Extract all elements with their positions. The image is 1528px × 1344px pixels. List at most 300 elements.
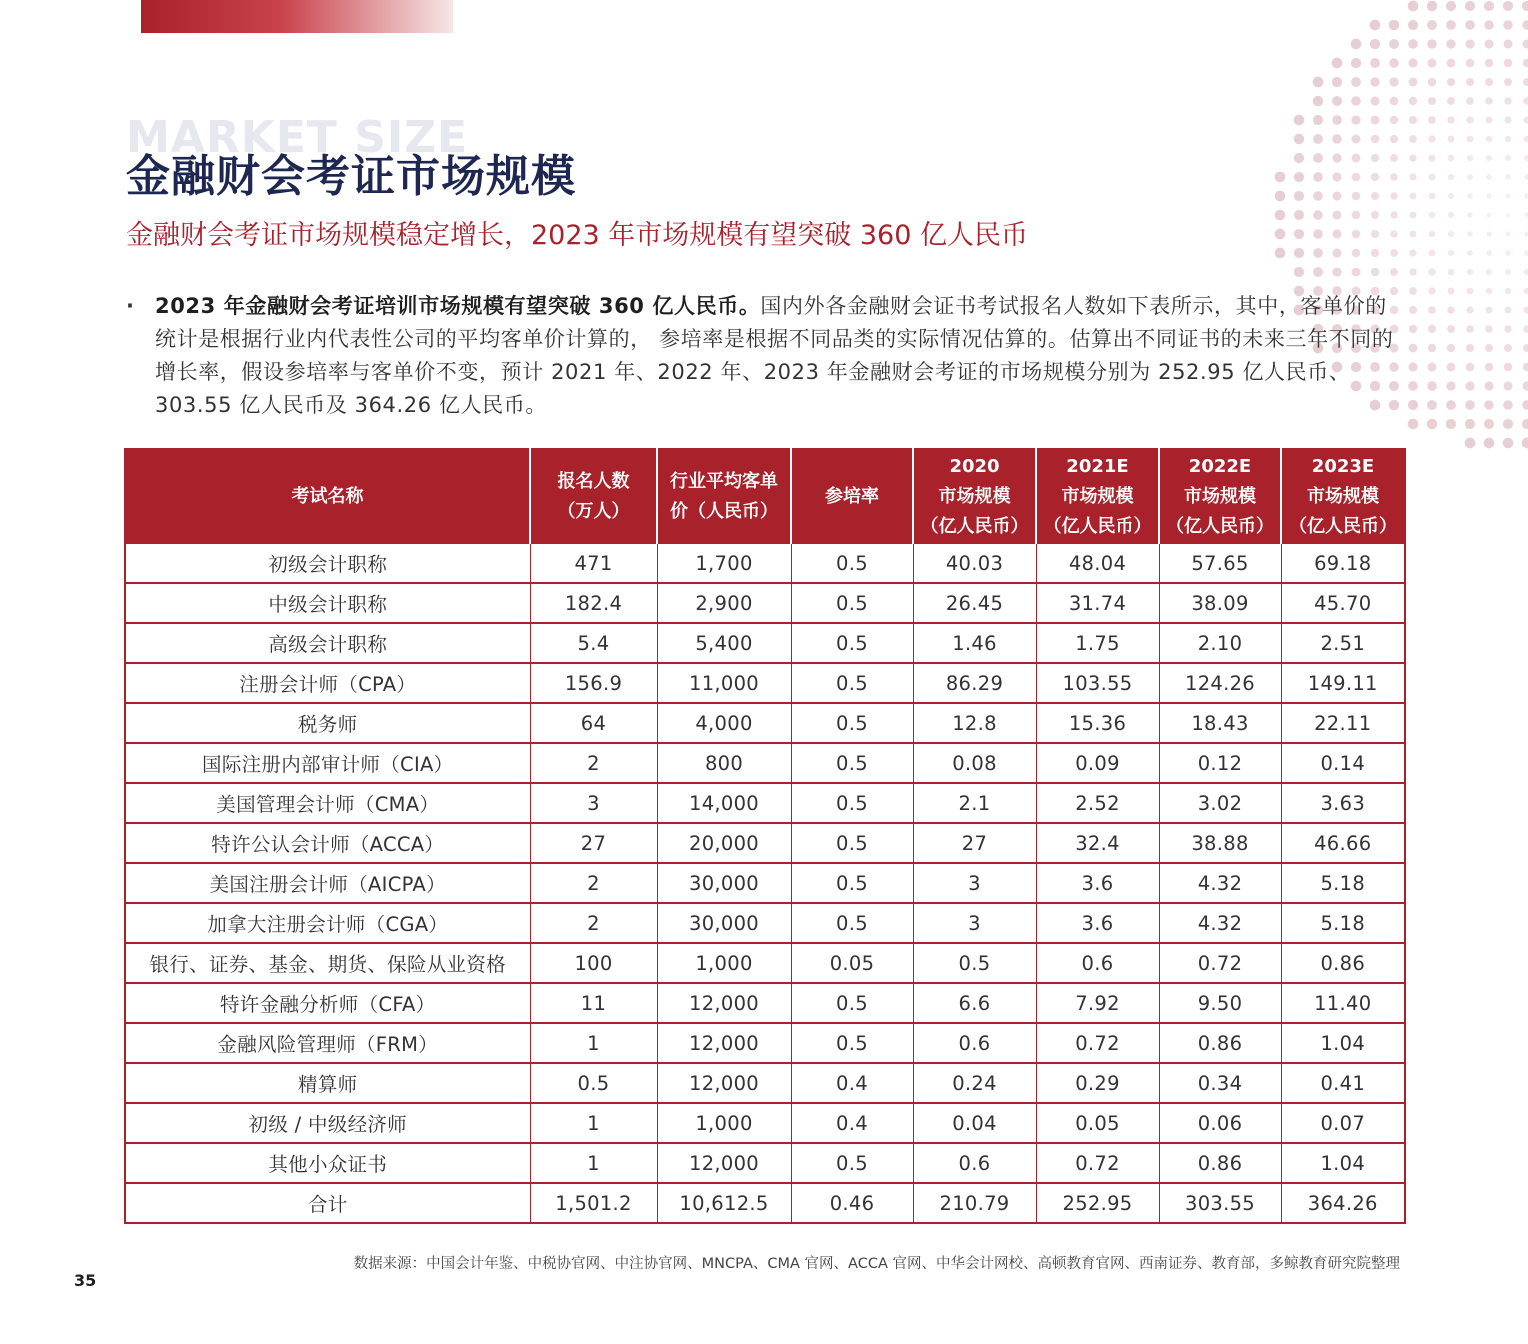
- globe-dot: [1467, 174, 1473, 180]
- globe-dot: [1447, 325, 1455, 333]
- globe-dot: [1505, 155, 1511, 161]
- globe-dot: [1370, 96, 1379, 105]
- globe-dot: [1294, 115, 1305, 126]
- exam-name-cell: 银行、证券、基金、期货、保险从业资格: [125, 943, 530, 983]
- globe-dot: [1467, 231, 1473, 237]
- table-cell: 0.86: [1159, 1143, 1281, 1183]
- globe-dot: [1428, 306, 1436, 314]
- globe-dot: [1390, 211, 1398, 219]
- globe-dot: [1524, 155, 1528, 161]
- table-cell: 31.74: [1036, 583, 1159, 623]
- table-cell: 2: [530, 863, 657, 903]
- globe-dot: [1506, 194, 1511, 199]
- globe-dot: [1427, 58, 1436, 67]
- globe-dot: [1506, 213, 1510, 217]
- globe-dot: [1409, 135, 1417, 143]
- globe-dot: [1448, 212, 1454, 218]
- table-cell: 156.9: [530, 663, 657, 703]
- table-cell: 252.95: [1036, 1183, 1159, 1223]
- table-cell: 0.4: [791, 1103, 913, 1143]
- globe-dot: [1524, 136, 1528, 143]
- column-header-line: 报名人数: [557, 471, 630, 492]
- globe-dot: [1467, 288, 1474, 295]
- exam-name-cell: 精算师: [125, 1063, 530, 1103]
- globe-dot: [1390, 116, 1398, 124]
- globe-dot: [1465, 1, 1475, 11]
- globe-dot: [1351, 58, 1361, 68]
- globe-dot: [1522, 20, 1528, 30]
- globe-dot: [1351, 115, 1360, 124]
- globe-dot: [1427, 400, 1437, 410]
- globe-dot: [1294, 210, 1304, 220]
- table-cell: 5.4: [530, 623, 657, 663]
- exam-name-cell: 税务师: [125, 703, 530, 743]
- globe-dot: [1409, 325, 1417, 333]
- table-cell: 210.79: [913, 1183, 1036, 1223]
- globe-dot: [1409, 230, 1416, 237]
- table-cell: 11.40: [1281, 983, 1405, 1023]
- table-cell: 12,000: [657, 1143, 791, 1183]
- globe-dot: [1313, 172, 1323, 182]
- globe-dot: [1409, 287, 1417, 295]
- table-cell: 40.03: [913, 544, 1036, 583]
- globe-dot: [1294, 229, 1304, 239]
- table-row: [125, 903, 1405, 943]
- globe-dot: [1486, 136, 1493, 143]
- table-cell: 0.24: [913, 1063, 1036, 1103]
- globe-dot: [1522, 400, 1528, 410]
- table-cell: 0.5: [791, 903, 913, 943]
- table-cell: 0.5: [791, 863, 913, 903]
- table-cell: 45.70: [1281, 583, 1405, 623]
- globe-dot: [1448, 231, 1454, 237]
- globe-dot: [1466, 97, 1474, 105]
- globe-dot: [1523, 363, 1528, 372]
- table-row: [125, 583, 1405, 623]
- globe-dot: [1486, 250, 1492, 256]
- exam-name-cell: 高级会计职称: [125, 623, 530, 663]
- globe-dot: [1390, 268, 1398, 276]
- globe-dot: [1505, 269, 1511, 275]
- globe-dot: [1524, 269, 1528, 275]
- globe-dot: [1428, 78, 1437, 87]
- globe-dot: [1484, 381, 1493, 390]
- globe-dot: [1446, 20, 1456, 30]
- globe-dot: [1506, 232, 1511, 237]
- globe-dot: [1408, 20, 1418, 30]
- column-header-line: （亿人民币）: [1289, 516, 1397, 537]
- table-cell: 48.04: [1036, 544, 1159, 583]
- table-cell: 0.12: [1159, 743, 1281, 783]
- table-row: [125, 943, 1405, 983]
- globe-dot: [1332, 267, 1341, 276]
- table-cell: 11: [530, 983, 657, 1023]
- globe-dot: [1522, 381, 1528, 390]
- globe-dot: [1466, 344, 1474, 352]
- table-row: [125, 623, 1405, 663]
- table-cell: 1: [530, 1143, 657, 1183]
- bullet-dot-icon: ·: [126, 294, 134, 318]
- globe-dot: [1447, 59, 1456, 68]
- globe-dot: [1371, 154, 1379, 162]
- globe-dot: [1389, 77, 1398, 86]
- globe-dot: [1487, 213, 1492, 218]
- table-cell: 0.41: [1281, 1063, 1405, 1103]
- table-cell: 2.10: [1159, 623, 1281, 663]
- table-cell: 0.72: [1159, 943, 1281, 983]
- globe-dot: [1294, 172, 1304, 182]
- globe-dot: [1408, 39, 1418, 49]
- globe-dot: [1522, 39, 1528, 48]
- table-cell: 103.55: [1036, 663, 1159, 703]
- table-cell: 0.07: [1281, 1103, 1405, 1143]
- globe-dot: [1523, 325, 1528, 333]
- globe-dot: [1465, 438, 1476, 449]
- globe-dot: [1429, 174, 1436, 181]
- globe-dot: [1523, 78, 1528, 86]
- globe-dot: [1503, 39, 1512, 48]
- globe-dot: [1332, 210, 1341, 219]
- globe-dot: [1466, 78, 1474, 86]
- table-cell: 3: [913, 863, 1036, 903]
- globe-dot: [1427, 39, 1437, 49]
- globe-dot: [1390, 154, 1398, 162]
- table-cell: 0.05: [1036, 1103, 1159, 1143]
- globe-dot: [1408, 58, 1417, 67]
- globe-dot: [1466, 363, 1475, 372]
- globe-dot: [1446, 381, 1455, 390]
- globe-dot: [1427, 362, 1436, 371]
- table-cell: 57.65: [1159, 544, 1281, 583]
- globe-dot: [1294, 248, 1304, 258]
- table-cell: 30,000: [657, 903, 791, 943]
- column-header-line: 考试名称: [291, 486, 364, 507]
- table-cell: 0.34: [1159, 1063, 1281, 1103]
- globe-dot: [1390, 192, 1398, 200]
- table-cell: 15.36: [1036, 703, 1159, 743]
- globe-dot: [1448, 250, 1454, 256]
- column-header-line: 行业平均客单: [670, 471, 778, 492]
- globe-dot: [1409, 173, 1416, 180]
- table-cell: 1.04: [1281, 1023, 1405, 1063]
- bullet-body: 国内外各金融财会证书考试报名人数如下表所示，其中，客单价的统计是根据行业内代表性公司的平均客单价计算的， 参培率是根据不同品类的实际情况估算的。估算出不同证书的未来三年不同的增长率，假设参培率与客单价不变，预计 2021 年、2022 年、2023 年金融财会考证的市场规模分别为 252.95 亿人民币、303.55 亿人民币及 364.26 亿人民币。: [155, 294, 1394, 417]
- table-cell: 6.6: [913, 983, 1036, 1023]
- column-header: [530, 449, 657, 544]
- globe-dot: [1504, 363, 1513, 372]
- globe-dot: [1313, 77, 1324, 88]
- column-header: [913, 449, 1036, 544]
- globe-dot: [1409, 344, 1418, 353]
- table-cell: 4.32: [1159, 863, 1281, 903]
- table-cell: 0.6: [1036, 943, 1159, 983]
- page-subtitle: 金融财会考证市场规模稳定增长，2023 年市场规模有望突破 360 亿人民币: [126, 220, 1028, 251]
- globe-dot: [1294, 134, 1304, 144]
- table-cell: 1: [530, 1023, 657, 1063]
- globe-dot: [1504, 78, 1512, 86]
- table-cell: 32.4: [1036, 823, 1159, 863]
- globe-dot: [1467, 136, 1474, 143]
- globe-dot: [1352, 230, 1361, 239]
- globe-dot: [1484, 20, 1494, 30]
- globe-dot: [1429, 231, 1436, 238]
- table-cell: 5,400: [657, 623, 791, 663]
- table-row: [125, 1143, 1405, 1183]
- globe-dot: [1484, 419, 1494, 429]
- globe-dot: [1332, 134, 1342, 144]
- bullet-bold-lead: 2023 年金融财会考证培训市场规模有望突破 360 亿人民币。: [155, 294, 761, 318]
- table-cell: 27: [913, 823, 1036, 863]
- globe-dot: [1429, 155, 1436, 162]
- table-cell: 0.29: [1036, 1063, 1159, 1103]
- globe-dot: [1389, 20, 1399, 30]
- table-row: [125, 743, 1405, 783]
- table-row: [125, 1183, 1405, 1223]
- globe-dot: [1351, 77, 1361, 87]
- globe-dot: [1429, 193, 1436, 200]
- table-cell: 0.72: [1036, 1023, 1159, 1063]
- table-cell: 2.52: [1036, 783, 1159, 823]
- table-row: [125, 983, 1405, 1023]
- table-row: [125, 783, 1405, 823]
- globe-dot: [1390, 97, 1399, 106]
- globe-dot: [1409, 268, 1416, 275]
- table-row: [125, 544, 1405, 583]
- table-cell: 364.26: [1281, 1183, 1405, 1223]
- table-cell: 0.86: [1159, 1023, 1281, 1063]
- globe-dot: [1484, 1, 1494, 11]
- globe-dot: [1294, 267, 1304, 277]
- globe-dot: [1352, 192, 1361, 201]
- globe-dot: [1467, 212, 1472, 217]
- globe-dot: [1389, 39, 1399, 49]
- globe-dot: [1448, 288, 1455, 295]
- table-cell: 5.18: [1281, 903, 1405, 943]
- globe-dot: [1371, 173, 1379, 181]
- globe-dot: [1485, 59, 1494, 68]
- globe-dot: [1351, 96, 1361, 106]
- globe-dot: [1352, 154, 1361, 163]
- table-cell: 2: [530, 743, 657, 783]
- globe-dot: [1448, 193, 1454, 199]
- globe-dot: [1428, 135, 1435, 142]
- globe-dot: [1332, 153, 1341, 162]
- globe-dot: [1522, 419, 1528, 429]
- globe-dot: [1448, 155, 1455, 162]
- column-header-line: 2022E: [1188, 456, 1252, 477]
- globe-dot: [1505, 288, 1511, 294]
- globe-dot: [1428, 287, 1435, 294]
- globe-dot: [1486, 288, 1493, 295]
- table-cell: 1,501.2: [530, 1183, 657, 1223]
- globe-dot: [1466, 116, 1473, 123]
- table-cell: 12,000: [657, 983, 791, 1023]
- globe-dot: [1371, 249, 1379, 257]
- globe-dot: [1390, 230, 1398, 238]
- table-cell: 1.04: [1281, 1143, 1405, 1183]
- globe-dot: [1466, 59, 1475, 68]
- globe-dot: [1427, 20, 1437, 30]
- exam-name-cell: 国际注册内部审计师（CIA）: [125, 743, 530, 783]
- globe-dot: [1446, 419, 1456, 429]
- column-header: [1036, 449, 1159, 544]
- table-cell: 0.5: [791, 1023, 913, 1063]
- globe-dot: [1484, 39, 1493, 48]
- table-cell: 20,000: [657, 823, 791, 863]
- table-row: [125, 823, 1405, 863]
- table-cell: 1: [530, 1103, 657, 1143]
- globe-dot: [1524, 288, 1528, 295]
- globe-dot: [1523, 97, 1528, 105]
- bullet-paragraph: [126, 290, 1406, 422]
- table-cell: 30,000: [657, 863, 791, 903]
- globe-dot: [1408, 381, 1418, 391]
- globe-dot: [1409, 78, 1418, 87]
- globe-dot: [1505, 250, 1510, 255]
- column-header-line: （亿人民币）: [920, 516, 1029, 537]
- globe-dot: [1427, 419, 1437, 429]
- table-cell: 0.5: [791, 703, 913, 743]
- globe-dot: [1332, 191, 1341, 200]
- table-cell: 3.6: [1036, 863, 1159, 903]
- globe-dot: [1486, 155, 1492, 161]
- globe-dot: [1486, 231, 1491, 236]
- globe-dot: [1467, 269, 1473, 275]
- globe-dot: [1390, 135, 1398, 143]
- globe-dot: [1448, 136, 1455, 143]
- globe-dot: [1503, 419, 1513, 429]
- globe-dot: [1504, 344, 1512, 352]
- globe-dot: [1313, 267, 1323, 277]
- globe-dot: [1485, 325, 1493, 333]
- globe-dot: [1465, 39, 1474, 48]
- exam-name-cell: 合计: [125, 1183, 530, 1223]
- exam-name-cell: 加拿大注册会计师（CGA）: [125, 903, 530, 943]
- table-cell: 3: [913, 903, 1036, 943]
- table-cell: 0.09: [1036, 743, 1159, 783]
- table-cell: 11,000: [657, 663, 791, 703]
- exam-name-cell: 金融风险管理师（FRM）: [125, 1023, 530, 1063]
- table-cell: 12,000: [657, 1023, 791, 1063]
- globe-dot: [1447, 344, 1455, 352]
- globe-dot: [1408, 400, 1418, 410]
- globe-dot: [1409, 97, 1417, 105]
- globe-dot: [1446, 400, 1456, 410]
- table-cell: 0.06: [1159, 1103, 1281, 1143]
- globe-dot: [1352, 249, 1361, 258]
- globe-dot: [1371, 135, 1380, 144]
- globe-dot: [1313, 134, 1323, 144]
- globe-dot: [1351, 39, 1362, 50]
- table-cell: 3: [530, 783, 657, 823]
- globe-dot: [1503, 20, 1513, 30]
- globe-dot: [1465, 419, 1475, 429]
- globe-dot: [1313, 115, 1323, 125]
- globe-dot: [1504, 325, 1512, 333]
- globe-dot: [1484, 400, 1494, 410]
- column-header-line: 2021E: [1066, 456, 1129, 477]
- globe-dot: [1428, 325, 1436, 333]
- globe-dot: [1485, 97, 1493, 105]
- globe-dot: [1332, 58, 1343, 69]
- globe-dot: [1485, 306, 1492, 313]
- globe-dot: [1275, 172, 1286, 183]
- globe-dot: [1446, 39, 1455, 48]
- globe-dot: [1429, 212, 1435, 218]
- globe-dot: [1313, 153, 1323, 163]
- globe-dot: [1389, 58, 1399, 68]
- globe-dot: [1446, 1, 1456, 11]
- globe-dot: [1275, 191, 1286, 202]
- table-cell: 0.14: [1281, 743, 1405, 783]
- table-cell: 0.46: [791, 1183, 913, 1223]
- exam-name-cell: 初级会计职称: [125, 544, 530, 583]
- table-row: [125, 863, 1405, 903]
- globe-dot: [1466, 325, 1474, 333]
- globe-dot: [1523, 59, 1528, 68]
- globe-dot: [1465, 20, 1475, 30]
- table-cell: 0.5: [791, 983, 913, 1023]
- table-cell: 2,900: [657, 583, 791, 623]
- globe-dot: [1523, 116, 1528, 123]
- table-cell: 3.02: [1159, 783, 1281, 823]
- table-cell: 0.5: [913, 943, 1036, 983]
- table-cell: 0.5: [791, 583, 913, 623]
- table-cell: 3.6: [1036, 903, 1159, 943]
- table-cell: 124.26: [1159, 663, 1281, 703]
- table-header-row: [125, 449, 1405, 544]
- column-header-line: （万人）: [557, 501, 630, 522]
- globe-dot: [1484, 438, 1495, 449]
- globe-dot: [1275, 248, 1286, 259]
- globe-dot: [1427, 381, 1437, 391]
- table-cell: 0.72: [1036, 1143, 1159, 1183]
- table-cell: 7.92: [1036, 983, 1159, 1023]
- globe-dot: [1503, 1, 1513, 11]
- header-accent-bar: [141, 0, 453, 33]
- table-cell: 86.29: [913, 663, 1036, 703]
- table-cell: 4,000: [657, 703, 791, 743]
- globe-dot: [1313, 191, 1323, 201]
- globe-dot: [1486, 193, 1491, 198]
- table-cell: 1,700: [657, 544, 791, 583]
- globe-dot: [1390, 249, 1398, 257]
- table-cell: 38.88: [1159, 823, 1281, 863]
- globe-dot: [1352, 268, 1361, 277]
- globe-dot: [1504, 97, 1512, 105]
- table-cell: 2.1: [913, 783, 1036, 823]
- column-header-line: 价（人民币）: [670, 501, 778, 522]
- globe-dot: [1485, 116, 1492, 123]
- table-cell: 64: [530, 703, 657, 743]
- table-body: [125, 544, 1405, 1223]
- globe-dot: [1390, 173, 1398, 181]
- globe-dot: [1370, 58, 1380, 68]
- table-cell: 0.4: [791, 1063, 913, 1103]
- globe-dot: [1447, 78, 1455, 86]
- globe-dot: [1409, 192, 1416, 199]
- table-cell: 1,000: [657, 943, 791, 983]
- table-cell: 0.5: [791, 1143, 913, 1183]
- column-header: [125, 449, 530, 544]
- globe-dot: [1525, 213, 1528, 218]
- table-row: [125, 703, 1405, 743]
- globe-dot: [1371, 116, 1380, 125]
- globe-dot: [1505, 117, 1512, 124]
- section-watermark: MARKET SIZE: [126, 112, 469, 163]
- globe-dot: [1371, 192, 1379, 200]
- globe-dot: [1332, 248, 1341, 257]
- table-cell: 0.5: [791, 663, 913, 703]
